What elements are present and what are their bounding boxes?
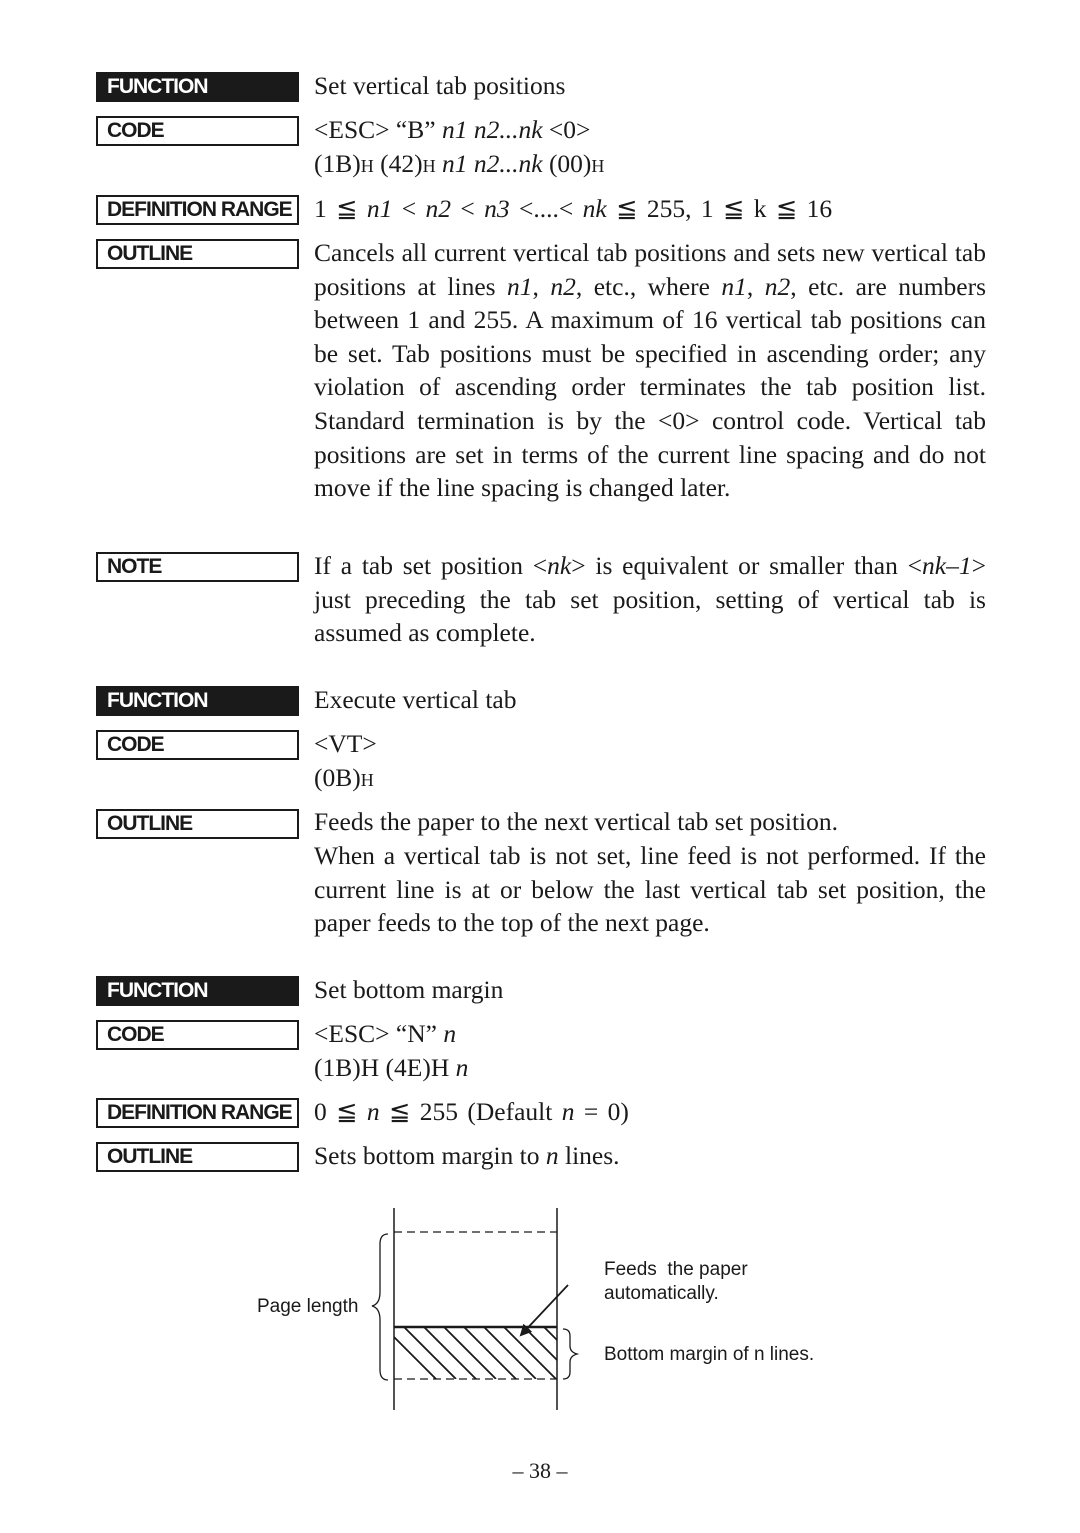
bottom-margin-label: Bottom margin of n lines. xyxy=(604,1344,815,1365)
code-line-1: <ESC> “B” n1 n2...nk <0> xyxy=(314,115,591,144)
outline-label: OUTLINE xyxy=(96,1142,299,1172)
function-label: FUNCTION xyxy=(96,976,299,1006)
definition-range-label: DEFINITION RANGE xyxy=(96,195,299,225)
code-label: CODE xyxy=(96,1020,299,1050)
hatch-pattern xyxy=(384,1327,596,1379)
feeds-label-line-1: Feeds the paper xyxy=(604,1259,748,1280)
outline-text: When a vertical tab is not set, line feed is not performed. If the current line is at or below the last vertical tab set position, the paper feeds to the top of the next page. xyxy=(314,841,986,938)
outline-text-line-1: Feeds the paper to the next vertical tab set position. xyxy=(314,807,839,836)
definition-range-text: 1 ≦ n1 < n2 < n3 <....< nk ≦ 255, 1 ≦ k ≦ 16 xyxy=(314,194,833,223)
code-line-1: <ESC> “N” n xyxy=(314,1019,457,1048)
outline-text: Sets bottom margin to n lines. xyxy=(314,1141,620,1170)
code-line-2: (1B)H (4E)H n xyxy=(314,1053,469,1082)
code-label: CODE xyxy=(96,730,299,760)
note-text: If a tab set position <nk> is equivalent or smaller than <nk–1> just preceding the tab set position, setting of vertical tab is assumed as complete. xyxy=(314,551,986,648)
outline-label: OUTLINE xyxy=(96,239,299,269)
function-label: FUNCTION xyxy=(96,686,299,716)
outline-text: Cancels all current vertical tab positions and sets new vertical tab positions at lines n1, n2, etc., where n1, n2, etc. are numbers between 1 and 255. A maximum of 16 vertical tab positions can be set. Tab positions must be specified in ascending order; any violation of ascending order terminates the tab position list. Standard termination is by the <0> control code. Vertical tab positions are set in terms of the current line spacing and do not move if the line spacing is changed later. xyxy=(314,238,987,503)
note-label: NOTE xyxy=(96,552,299,582)
function-label: FUNCTION xyxy=(96,72,299,102)
code-label: CODE xyxy=(96,116,299,146)
feeds-label-line-2: automatically. xyxy=(604,1283,719,1304)
code-line-2: (0B)H xyxy=(314,763,374,792)
outline-label: OUTLINE xyxy=(96,809,299,839)
bottom-margin-brace xyxy=(563,1329,577,1379)
page-length-brace xyxy=(372,1234,388,1380)
definition-range-text: 0 ≦ n ≦ 255 (Default n = 0) xyxy=(314,1097,629,1126)
code-line-2: (1B)H (42)H n1 n2...nk (00)H xyxy=(314,149,605,178)
function-text: Set vertical tab positions xyxy=(314,71,566,100)
bottom-margin-diagram xyxy=(0,1200,1080,1420)
page-length-label: Page length xyxy=(257,1296,359,1317)
page-number: – 38 – xyxy=(512,1458,568,1483)
function-text: Execute vertical tab xyxy=(314,685,517,714)
function-text: Set bottom margin xyxy=(314,975,504,1004)
code-line-1: <VT> xyxy=(314,729,377,758)
definition-range-label: DEFINITION RANGE xyxy=(96,1098,299,1128)
